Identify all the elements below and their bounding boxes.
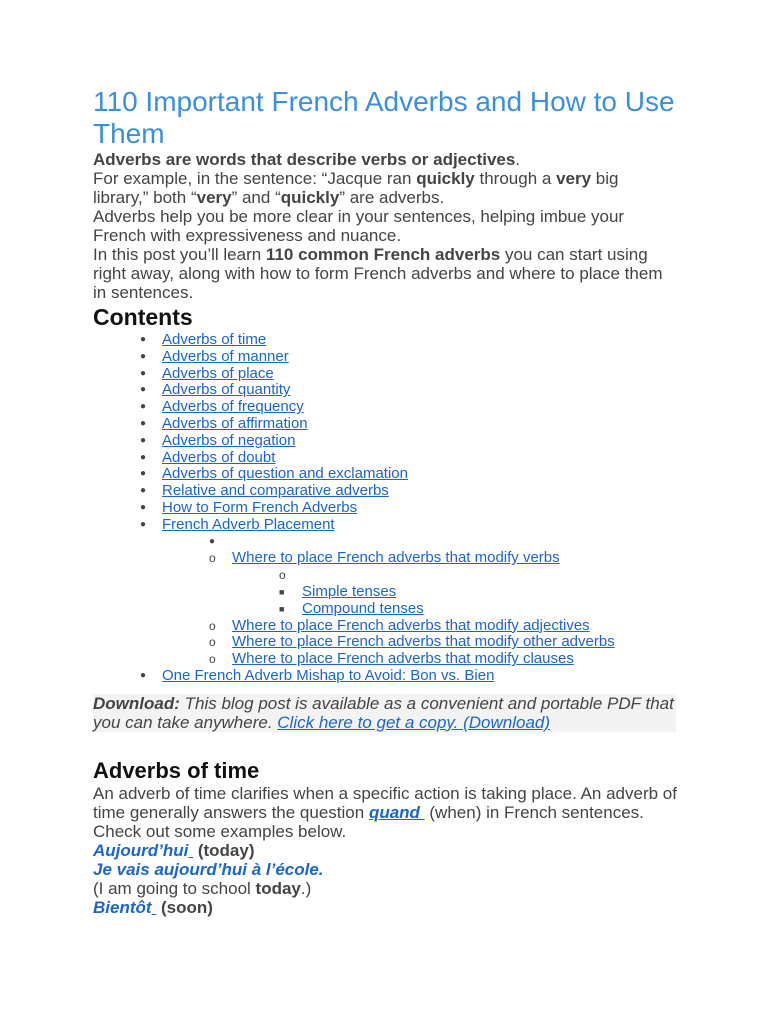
spacer [93, 732, 677, 758]
download-link[interactable]: Click here to get a copy. (Download) [277, 712, 551, 732]
toc-item [93, 433, 677, 450]
bullet-icon: ● [140, 350, 147, 362]
toc-item [93, 466, 677, 483]
bullet-icon: ● [140, 501, 147, 513]
circle-bullet-icon: o [209, 551, 216, 566]
quand-link[interactable]: quand [368, 802, 420, 822]
download-label: Download: [93, 693, 180, 713]
toc-link-negation[interactable]: Adverbs of negation [162, 431, 296, 449]
section-heading-time: Adverbs of time [93, 757, 260, 783]
bullet-icon: ● [140, 384, 147, 396]
article [93, 86, 677, 917]
toc-link-doubt[interactable]: Adverbs of doubt [162, 448, 276, 466]
toc-subsubitem [93, 584, 677, 601]
intro-paragraph-2: For example, in the sentence: “Jacque ran quickly through a very big library,” both “very” and “quickly” are adverbs. [93, 169, 619, 207]
circle-bullet-icon: o [209, 635, 216, 650]
bullet-icon: ● [140, 417, 147, 429]
toc-link-frequency[interactable]: Adverbs of frequency [162, 398, 304, 416]
toc-link-time[interactable]: Adverbs of time [162, 331, 267, 348]
bullet-icon: ● [140, 468, 147, 480]
square-bullet-icon: ■ [279, 603, 285, 614]
toc-link-affirmation[interactable]: Adverbs of affirmation [162, 414, 308, 432]
square-bullet-icon: ■ [279, 586, 285, 597]
toc-link-how-to-form[interactable]: How to Form French Adverbs [162, 498, 358, 516]
intro-bold: Adverbs are words that describe verbs or adjectives [93, 150, 516, 169]
toc-subitem [93, 634, 677, 651]
toc-link-modify-adjectives[interactable]: Where to place French adverbs that modify adjectives [232, 616, 590, 634]
toc-empty-item [93, 534, 677, 551]
toc-item [93, 332, 677, 349]
bullet-icon: ● [140, 669, 147, 681]
toc-empty-subitem [93, 567, 677, 584]
toc-link-manner[interactable]: Adverbs of manner [162, 347, 289, 365]
download-text: This blog post is available as a convenient and portable PDF that you can take anywhere. [93, 693, 674, 732]
bullet-icon: ● [140, 367, 147, 379]
toc-link-simple-tenses[interactable]: Simple tenses [302, 582, 397, 600]
circle-bullet-icon: o [279, 568, 286, 583]
contents-heading: Contents [93, 304, 193, 330]
toc-subitem [93, 550, 677, 567]
toc-link-compound-tenses[interactable]: Compound tenses [302, 599, 424, 617]
example-1-term: Aujourd’hui (today) [93, 840, 255, 860]
time-paragraph: An adverb of time clarifies when a specific action is taking place. An adverb of time generally answers the question quand (when) in French sentences. Check out some examples below. [93, 783, 677, 841]
toc-subsubitem [93, 601, 677, 618]
intro-paragraph-3: Adverbs help you be more clear in your sentences, helping imbue your French with expressiveness and nuance. [93, 207, 625, 245]
bullet-icon: ● [209, 535, 216, 547]
toc-link-modify-clauses[interactable]: Where to place French adverbs that modify clauses [232, 650, 574, 668]
bullet-icon: ● [140, 485, 147, 497]
example-2-term: Bientôt (soon) [93, 897, 213, 917]
toc-link-modify-verbs[interactable]: Where to place French adverbs that modify verbs [232, 549, 560, 567]
toc-link-quantity[interactable]: Adverbs of quantity [162, 381, 291, 399]
page-title: 110 Important French Adverbs and How to Use Them [93, 86, 675, 149]
toc-link-question[interactable]: Adverbs of question and exclamation [162, 465, 408, 483]
bullet-icon: ● [140, 434, 147, 446]
toc-item [93, 399, 677, 416]
bullet-icon: ● [140, 334, 147, 345]
toc-item [93, 349, 677, 366]
toc-item [93, 366, 677, 383]
intro-paragraph-4: In this post you’ll learn 110 common French adverbs you can start using right away, along with how to form French adverbs and where to place them in sentences. [93, 245, 663, 302]
bientot-link[interactable]: Bientôt [93, 897, 152, 917]
bullet-icon: ● [140, 401, 147, 413]
bullet-icon: ● [140, 518, 147, 530]
table-of-contents [93, 332, 677, 685]
toc-item [93, 416, 677, 433]
circle-bullet-icon: o [209, 652, 216, 667]
toc-item [93, 483, 677, 500]
aujourdhui-link[interactable]: Aujourd’hui [93, 840, 189, 860]
toc-link-placement[interactable]: French Adverb Placement [162, 515, 335, 533]
toc-item [93, 382, 677, 399]
toc-link-bon-vs-bien[interactable]: One French Adverb Mishap to Avoid: Bon vs. Bien [162, 666, 495, 684]
example-1-english: (I am going to school today.) [93, 878, 312, 898]
toc-item [93, 517, 677, 534]
toc-item [93, 450, 677, 467]
download-callout [93, 694, 676, 732]
intro-paragraph-1: Adverbs are words that describe verbs or adjectives. [93, 150, 521, 169]
toc-link-relative[interactable]: Relative and comparative adverbs [162, 482, 389, 500]
bullet-icon: ● [140, 451, 147, 463]
toc-subitem [93, 651, 677, 668]
toc-item [93, 668, 677, 685]
circle-bullet-icon: o [209, 618, 216, 633]
toc-item [93, 500, 677, 517]
toc-subitem [93, 618, 677, 635]
example-1-french: Je vais aujourd’hui à l’école. [93, 859, 324, 879]
toc-link-place[interactable]: Adverbs of place [162, 364, 274, 382]
toc-link-modify-adverbs[interactable]: Where to place French adverbs that modify other adverbs [232, 633, 615, 651]
